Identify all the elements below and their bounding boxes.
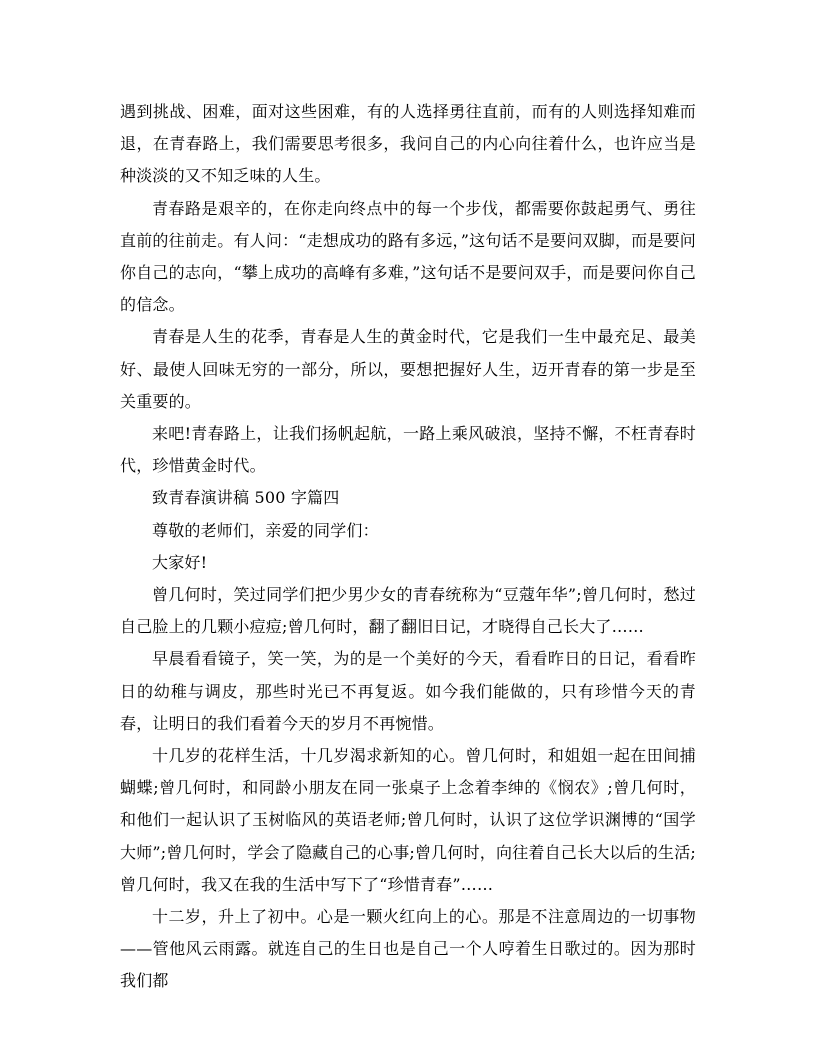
paragraph-teen-life: 十几岁的花样生活，十几岁渴求新知的心。曾几何时，和姐姐一起在田间捕蝴蝶;曾几何时，和同龄小朋友在同一张桌子上念着李绅的《悯农》;曾几何时，和他们一起认识了玉树临风的英语老师;曾几何时，认识了这位学识渊博的“国学大师”;曾几何时，学会了隐藏自己的心事;曾几何时，向往着自己长大以后的生活;曾几何时，我又在我的生活中写下了“珍惜青春”……	[120, 746, 696, 894]
paragraph-challenges: 遇到挑战、困难，面对这些困难，有的人选择勇往直前，而有的人则选择知难而退，在青春路上，我们需要思考很多，我问自己的内心向往着什么，也许应当是种淡淡的又不知乏味的人生。	[120, 102, 696, 186]
paragraph-youth-road-hardship: 青春路是艰辛的，在你走向终点中的每一个步伐，都需要你鼓起勇气、勇往直前的往前走。有人问：“走想成功的路有多远，”这句话不是要问双脚，而是要问你自己的志向，“攀上成功的高峰有多难，”这句话不是要问双手，而是要问你自己的信念。	[120, 198, 696, 315]
paragraph-morning-mirror: 早晨看看镜子，笑一笑，为的是一个美好的今天，看看昨日的日记，看看昨日的幼稚与调皮，那些时光已不再复返。如今我们能做的，只有珍惜今天的青春，让明日的我们看着今天的岁月不再惋惜。	[120, 649, 696, 733]
salutation: 尊敬的老师们，亲爱的同学们：	[152, 520, 379, 540]
paragraph-youth-golden-age: 青春是人生的花季，青春是人生的黄金时代，它是我们一生中最充足、最美好、最使人回味无穷的一部分，所以，要想把握好人生，迈开青春的第一步是至关重要的。	[120, 327, 696, 411]
greeting: 大家好!	[152, 552, 208, 572]
section-heading: 致青春演讲稿 500 字篇四	[152, 488, 340, 508]
document-page	[120, 96, 696, 998]
paragraph-set-sail: 来吧!青春路上，让我们扬帆起航，一路上乘风破浪，坚持不懈，不枉青春时代，珍惜黄金时代。	[120, 424, 696, 476]
paragraph-once-upon-a-time: 曾几何时，笑过同学们把少男少女的青春统称为“豆蔻年华”;曾几何时，愁过自己脸上的几颗小痘痘;曾几何时，翻了翻旧日记，才晓得自己长大了……	[120, 585, 696, 637]
paragraph-age-twelve: 十二岁，升上了初中。心是一颗火红向上的心。那是不注意周边的一切事物——管他风云雨露。就连自己的生日也是自己一个人哼着生日歌过的。因为那时我们都	[120, 907, 696, 991]
